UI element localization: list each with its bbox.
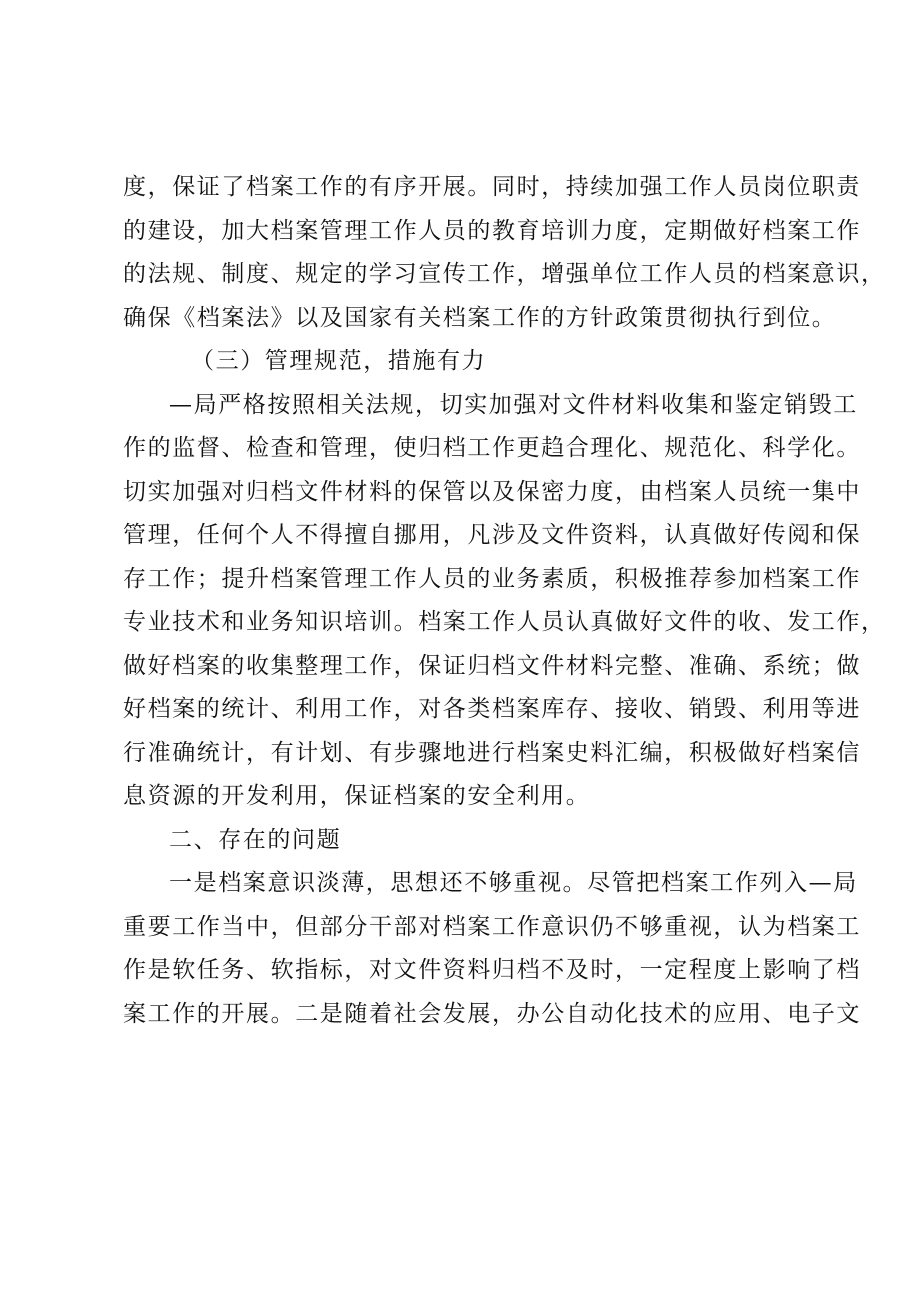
text-line: 做好档案的收集整理工作，保证归档文件材料完整、准确、系统；做 (123, 652, 861, 679)
text-line: 好档案的统计、利用工作，对各类档案库存、接收、销毁、利用等进 (123, 696, 861, 722)
section-heading: （三）管理规范，措施有力 (191, 348, 487, 374)
text-line: 确保《档案法》以及国家有关档案工作的方针政策贯彻执行到位。 (123, 304, 837, 331)
section-heading: 二、存在的问题 (169, 826, 342, 853)
text-line: 作的监督、检查和管理，使归档工作更趋合理化、规范化、科学化。 (123, 435, 861, 461)
text-line: 的法规、制度、规定的学习宣传工作，增强单位工作人员的档案意识， (123, 261, 886, 287)
paragraph-first-line: 一是档案意识淡薄，思想还不够重视。尽管把档案工作列入—局 (169, 870, 858, 896)
text-line: 的建设，加大档案管理工作人员的教育培训力度，定期做好档案工作 (123, 217, 861, 244)
text-line: 案工作的开展。二是随着社会发展，办公自动化技术的应用、电子文 (123, 1000, 861, 1027)
text-line: 作是软任务、软指标，对文件资料归档不及时，一定程度上影响了档 (123, 957, 861, 983)
text-line: 切实加强对归档文件材料的保管以及保密力度，由档案人员统一集中 (123, 478, 861, 505)
text-line: 存工作；提升档案管理工作人员的业务素质，积极推荐参加档案工作 (123, 565, 861, 592)
document-body (123, 166, 886, 1036)
text-line: 管理，任何个人不得擅自挪用，凡涉及文件资料，认真做好传阅和保 (123, 522, 861, 548)
text-line: 度，保证了档案工作的有序开展。同时，持续加强工作人员岗位职责 (123, 174, 861, 200)
text-line: 重要工作当中，但部分干部对档案工作意识仍不够重视，认为档案工 (123, 913, 861, 940)
text-line: 息资源的开发利用，保证档案的安全利用。 (123, 783, 591, 809)
paragraph-first-line: —局严格按照相关法规，切实加强对文件材料收集和鉴定销毁工 (169, 391, 858, 418)
text-line: 行准确统计，有计划、有步骤地进行档案史料汇编，积极做好档案信 (123, 739, 861, 766)
text-line: 专业技术和业务知识培训。档案工作人员认真做好文件的收、发工作， (123, 609, 886, 635)
